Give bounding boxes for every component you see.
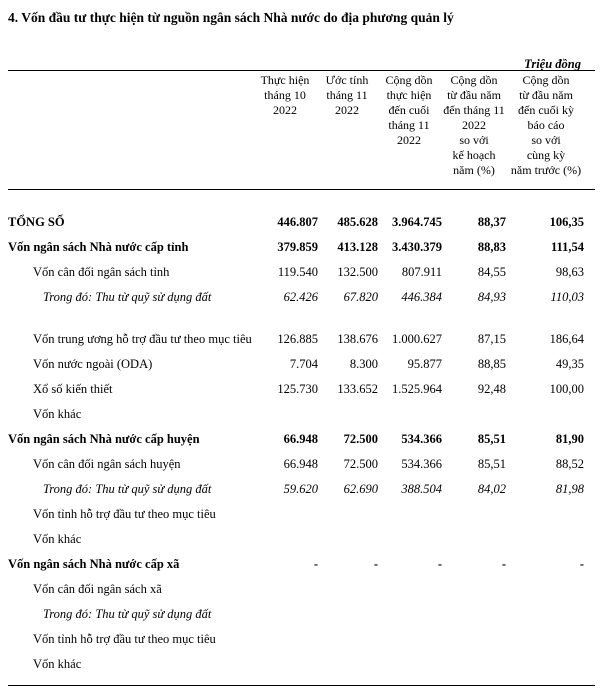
- cell-value: -: [313, 557, 318, 571]
- cell-value: 66.948: [283, 457, 318, 471]
- cell-value: 81,90: [555, 432, 584, 446]
- cell-value: 87,15: [477, 332, 506, 346]
- cell-value: 413.128: [337, 240, 378, 254]
- cell-value: 446.807: [277, 215, 318, 229]
- row-label: Vốn cân đối ngân sách huyện: [33, 457, 181, 471]
- header-col-2: Ước tính tháng 11 2022: [325, 73, 369, 117]
- cell-value: 8.300: [349, 357, 378, 371]
- table-row: [8, 477, 588, 502]
- cell-value: 67.820: [343, 290, 378, 304]
- cell-value: -: [579, 557, 584, 571]
- row-label: Xổ số kiến thiết: [33, 382, 113, 396]
- top-rule: [8, 70, 595, 71]
- cell-value: 85,51: [477, 457, 506, 471]
- row-label: Vốn trung ương hỗ trợ đầu tư theo mục tiêu: [33, 332, 252, 346]
- cell-value: 534.366: [401, 457, 442, 471]
- table-row: [8, 427, 588, 452]
- cell-value: 125.730: [277, 382, 318, 396]
- unit-label: Triệu đồng: [524, 57, 581, 71]
- table-row: [8, 310, 588, 352]
- header-col-1: Thực hiện tháng 10 2022: [260, 73, 310, 117]
- cell-value: 106,35: [549, 215, 584, 229]
- table-row: [8, 502, 588, 527]
- cell-value: 138.676: [337, 332, 378, 346]
- cell-value: 485.628: [337, 215, 378, 229]
- cell-value: 84,93: [477, 290, 506, 304]
- cell-value: 446.384: [401, 290, 442, 304]
- cell-value: 110,03: [550, 290, 584, 304]
- cell-value: 72.500: [343, 432, 378, 446]
- header-col-5: Cộng dồn từ đầu năm đến cuối kỳ báo cáo so với cùng kỳ năm trước (%): [510, 73, 582, 177]
- cell-value: 98,63: [555, 265, 584, 279]
- cell-value: 84,55: [477, 265, 506, 279]
- row-label: Vốn ngân sách Nhà nước cấp huyện: [8, 432, 200, 446]
- row-label: Vốn ngân sách Nhà nước cấp xã: [8, 557, 180, 571]
- table-row: [8, 377, 588, 402]
- cell-value: 7.704: [289, 357, 318, 371]
- row-label: Trong đó: Thu từ quỹ sử dụng đất: [43, 482, 212, 496]
- table-title: 4. Vốn đầu tư thực hiện từ nguồn ngân sách Nhà nước do địa phương quản lý: [8, 10, 454, 25]
- cell-value: 3.430.379: [392, 240, 442, 254]
- table-row: [8, 260, 588, 285]
- row-label: Trong đó: Thu từ quỹ sử dụng đất: [43, 607, 212, 621]
- row-label: Trong đó: Thu từ quỹ sử dụng đất: [43, 290, 212, 304]
- cell-value: 133.652: [337, 382, 378, 396]
- cell-value: 807.911: [401, 265, 442, 279]
- cell-value: 62.426: [283, 290, 318, 304]
- bottom-rule: [8, 685, 595, 686]
- cell-value: 84,02: [477, 482, 506, 496]
- table-row: [8, 235, 588, 260]
- table-row: [8, 652, 588, 677]
- table-row: [8, 527, 588, 552]
- table-row: [8, 352, 588, 377]
- cell-value: 119.540: [277, 265, 318, 279]
- cell-value: -: [437, 557, 442, 571]
- table-row: [8, 602, 588, 627]
- cell-value: 1.525.964: [392, 382, 442, 396]
- cell-value: 49,35: [555, 357, 584, 371]
- cell-value: 72.500: [343, 457, 378, 471]
- row-label: Vốn cân đối ngân sách tỉnh: [33, 265, 170, 279]
- row-label: TỔNG SỐ: [8, 215, 65, 229]
- cell-value: 379.859: [277, 240, 318, 254]
- table-row-total: [8, 210, 588, 235]
- cell-value: 95.877: [407, 357, 442, 371]
- cell-value: 88,52: [555, 457, 584, 471]
- cell-value: -: [373, 557, 378, 571]
- cell-value: 88,37: [477, 215, 506, 229]
- table-row: [8, 285, 588, 310]
- cell-value: 3.964.745: [392, 215, 442, 229]
- row-label: Vốn khác: [33, 532, 82, 546]
- cell-value: 388.504: [401, 482, 442, 496]
- row-label: Vốn ngân sách Nhà nước cấp tỉnh: [8, 240, 189, 254]
- cell-value: 100,00: [549, 382, 584, 396]
- table-body: [8, 210, 588, 677]
- cell-value: 62.690: [343, 482, 378, 496]
- cell-value: 132.500: [337, 265, 378, 279]
- row-label: Vốn tỉnh hỗ trợ đầu tư theo mục tiêu: [33, 507, 216, 521]
- cell-value: -: [501, 557, 506, 571]
- row-label: Vốn tỉnh hỗ trợ đầu tư theo mục tiêu: [33, 632, 216, 646]
- cell-value: 81,98: [555, 482, 584, 496]
- cell-value: 126.885: [277, 332, 318, 346]
- table-row: [8, 402, 588, 427]
- cell-value: 1.000.627: [392, 332, 442, 346]
- cell-value: 88,85: [477, 357, 506, 371]
- header-col-4: Cộng dồn từ đầu năm đến tháng 11 2022 so với kế hoạch năm (%): [443, 73, 505, 177]
- table-row: [8, 452, 588, 477]
- table-row: [8, 552, 588, 577]
- header-rule: [8, 189, 595, 190]
- table-row: [8, 577, 588, 602]
- table-row: [8, 627, 588, 652]
- header-col-3: Cộng dồn thực hiện đến cuối tháng 11 2022: [385, 73, 433, 147]
- row-label: Vốn khác: [33, 407, 82, 421]
- row-label: Vốn nước ngoài (ODA): [33, 357, 153, 371]
- cell-value: 111,54: [551, 240, 584, 254]
- cell-value: 88,83: [477, 240, 506, 254]
- cell-value: 59.620: [283, 482, 318, 496]
- row-label: Vốn cân đối ngân sách xã: [33, 582, 162, 596]
- row-label: Vốn khác: [33, 657, 82, 671]
- cell-value: 534.366: [401, 432, 442, 446]
- cell-value: 186,64: [549, 332, 584, 346]
- cell-value: 85,51: [477, 432, 506, 446]
- cell-value: 92,48: [477, 382, 506, 396]
- cell-value: 66.948: [283, 432, 318, 446]
